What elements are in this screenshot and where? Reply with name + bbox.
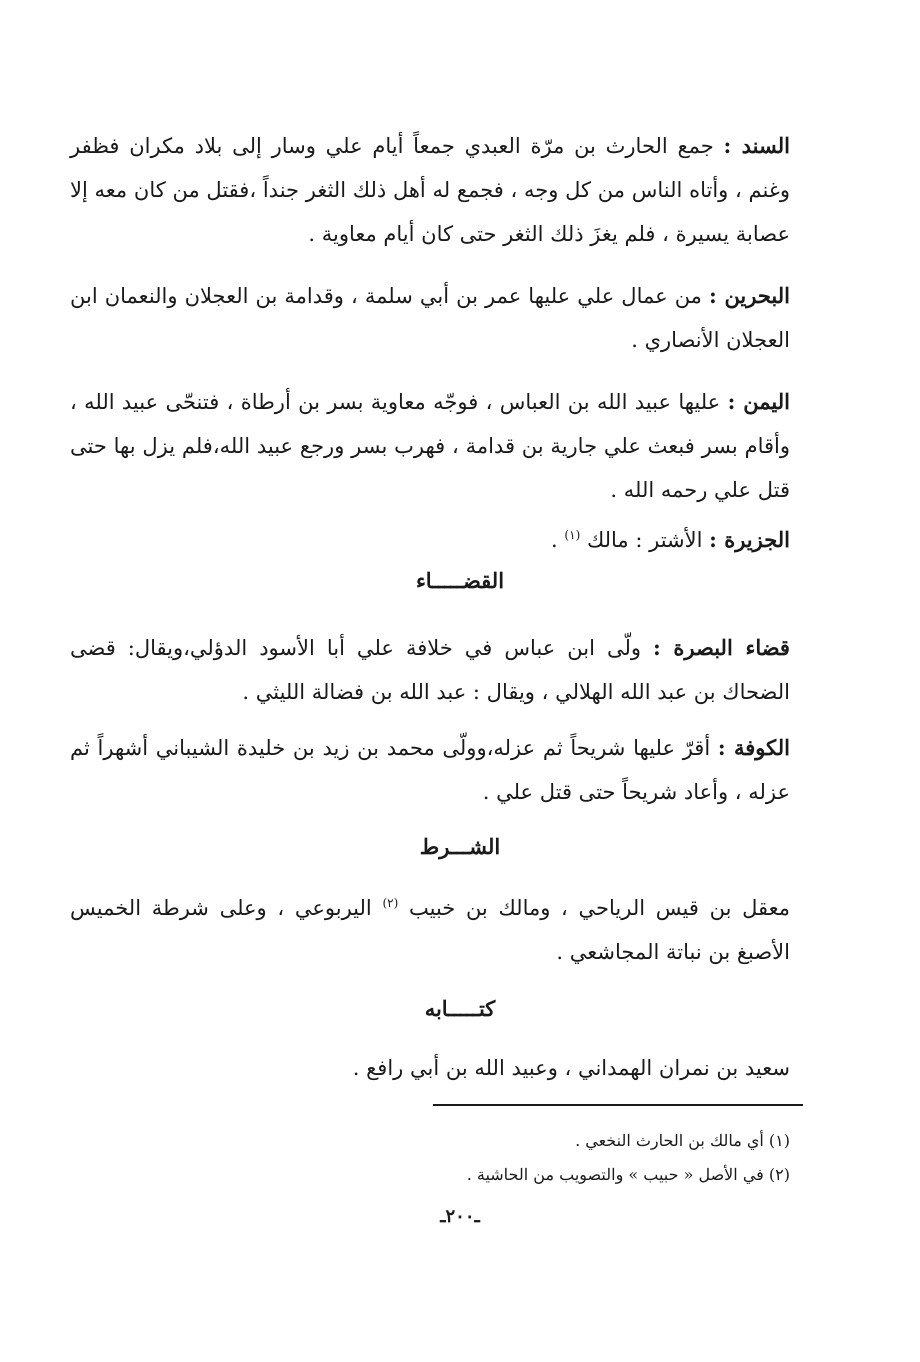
scribes-block	[70, 1046, 790, 1090]
text-scribes: سعيد بن نمران الهمداني ، وعبيد الله بن أبي رافع .	[352, 1056, 790, 1080]
paragraph-jazira	[70, 518, 790, 562]
page-number: ـ٢٠٠ـ	[440, 1206, 480, 1227]
lead-sind: السند :	[723, 133, 790, 158]
footnote-2: (٢) في الأصل « حبيب » والتصويب من الحاشية .	[466, 1165, 790, 1184]
heading-judges: القضـــــاء	[415, 568, 505, 593]
judges-block	[70, 626, 790, 814]
paragraph-police	[70, 886, 790, 974]
provinces-block	[70, 124, 790, 562]
lead-kufa: الكوفة :	[717, 735, 790, 760]
lead-yemen: اليمن :	[727, 389, 790, 414]
footnote-1: (١) أي مالك بن الحارث النخعي .	[575, 1131, 790, 1150]
lead-jazira: الجزيرة :	[709, 527, 790, 552]
paragraph-scribes	[70, 1046, 790, 1090]
footnotes	[420, 1124, 790, 1192]
text-police-after: اليربوعي ، وعلى شرطة الخميس الأصبغ بن نباتة المجاشعي .	[70, 896, 790, 964]
paragraph-yemen	[70, 380, 790, 512]
text-bahrain: من عمال علي عليها عمر بن أبي سلمة ، وقدامة بن العجلان والنعمان ابن العجلان الأنصاري .	[70, 284, 790, 352]
text-sind: جمع الحارث بن مرّة العبدي جمعاً أيام علي وسار إلى بلاد مكران فظفر وغنم ، وأتاه الناس من كل وجه ، فجمع له أهل ذلك الثغر جنداً ،فقتل من كان معه إلا عصابة يسيرة ، فلم يغزَ ذلك الثغر حتى كان أيام معاوية .	[70, 134, 790, 246]
text-jazira: الأشتر : مالك	[586, 528, 703, 552]
paragraph-kufa	[70, 726, 790, 814]
heading-police: الشـــرط	[419, 834, 501, 859]
text-yemen: عليها عبيد الله بن العباس ، فوجّه معاوية بسر بن أرطاة ، فتنحّى عبيد الله ، وأقام بسر فبعث علي جارية بن قدامة ، فهرب بسر ورجع عبيد الله،فلم يزل بها حتى قتل علي رحمه الله .	[70, 390, 790, 502]
paragraph-bahrain	[70, 274, 790, 362]
paragraph-basra	[70, 626, 790, 714]
footnote-ref-2[interactable]: (٢)	[382, 896, 399, 910]
police-block	[70, 886, 790, 974]
text-jazira-tail: .	[551, 528, 558, 552]
text-kufa: أقرّ عليها شريحاً ثم عزله،وولّى محمد بن زيد بن خليدة الشيباني أشهراً ثم عزله ، وأعاد شريحاً حتى قتل علي .	[70, 736, 790, 804]
lead-bahrain: البحرين :	[709, 283, 790, 308]
footnote-ref-1[interactable]: (١)	[564, 528, 581, 542]
lead-basra: قضاء البصرة :	[653, 635, 790, 660]
paragraph-sind	[70, 124, 790, 256]
text-police-before: معقل بن قيس الرياحي ، ومالك بن خبيب	[408, 896, 791, 920]
text-basra: ولّى ابن عباس في خلافة علي أبا الأسود الدؤلي،ويقال: قضى الضحاك بن عبد الله الهلالي ، ويقال : عبد الله بن فضالة الليثي .	[70, 636, 790, 704]
footnote-separator	[433, 1104, 803, 1106]
heading-scribes: كتـــــابه	[424, 996, 496, 1021]
